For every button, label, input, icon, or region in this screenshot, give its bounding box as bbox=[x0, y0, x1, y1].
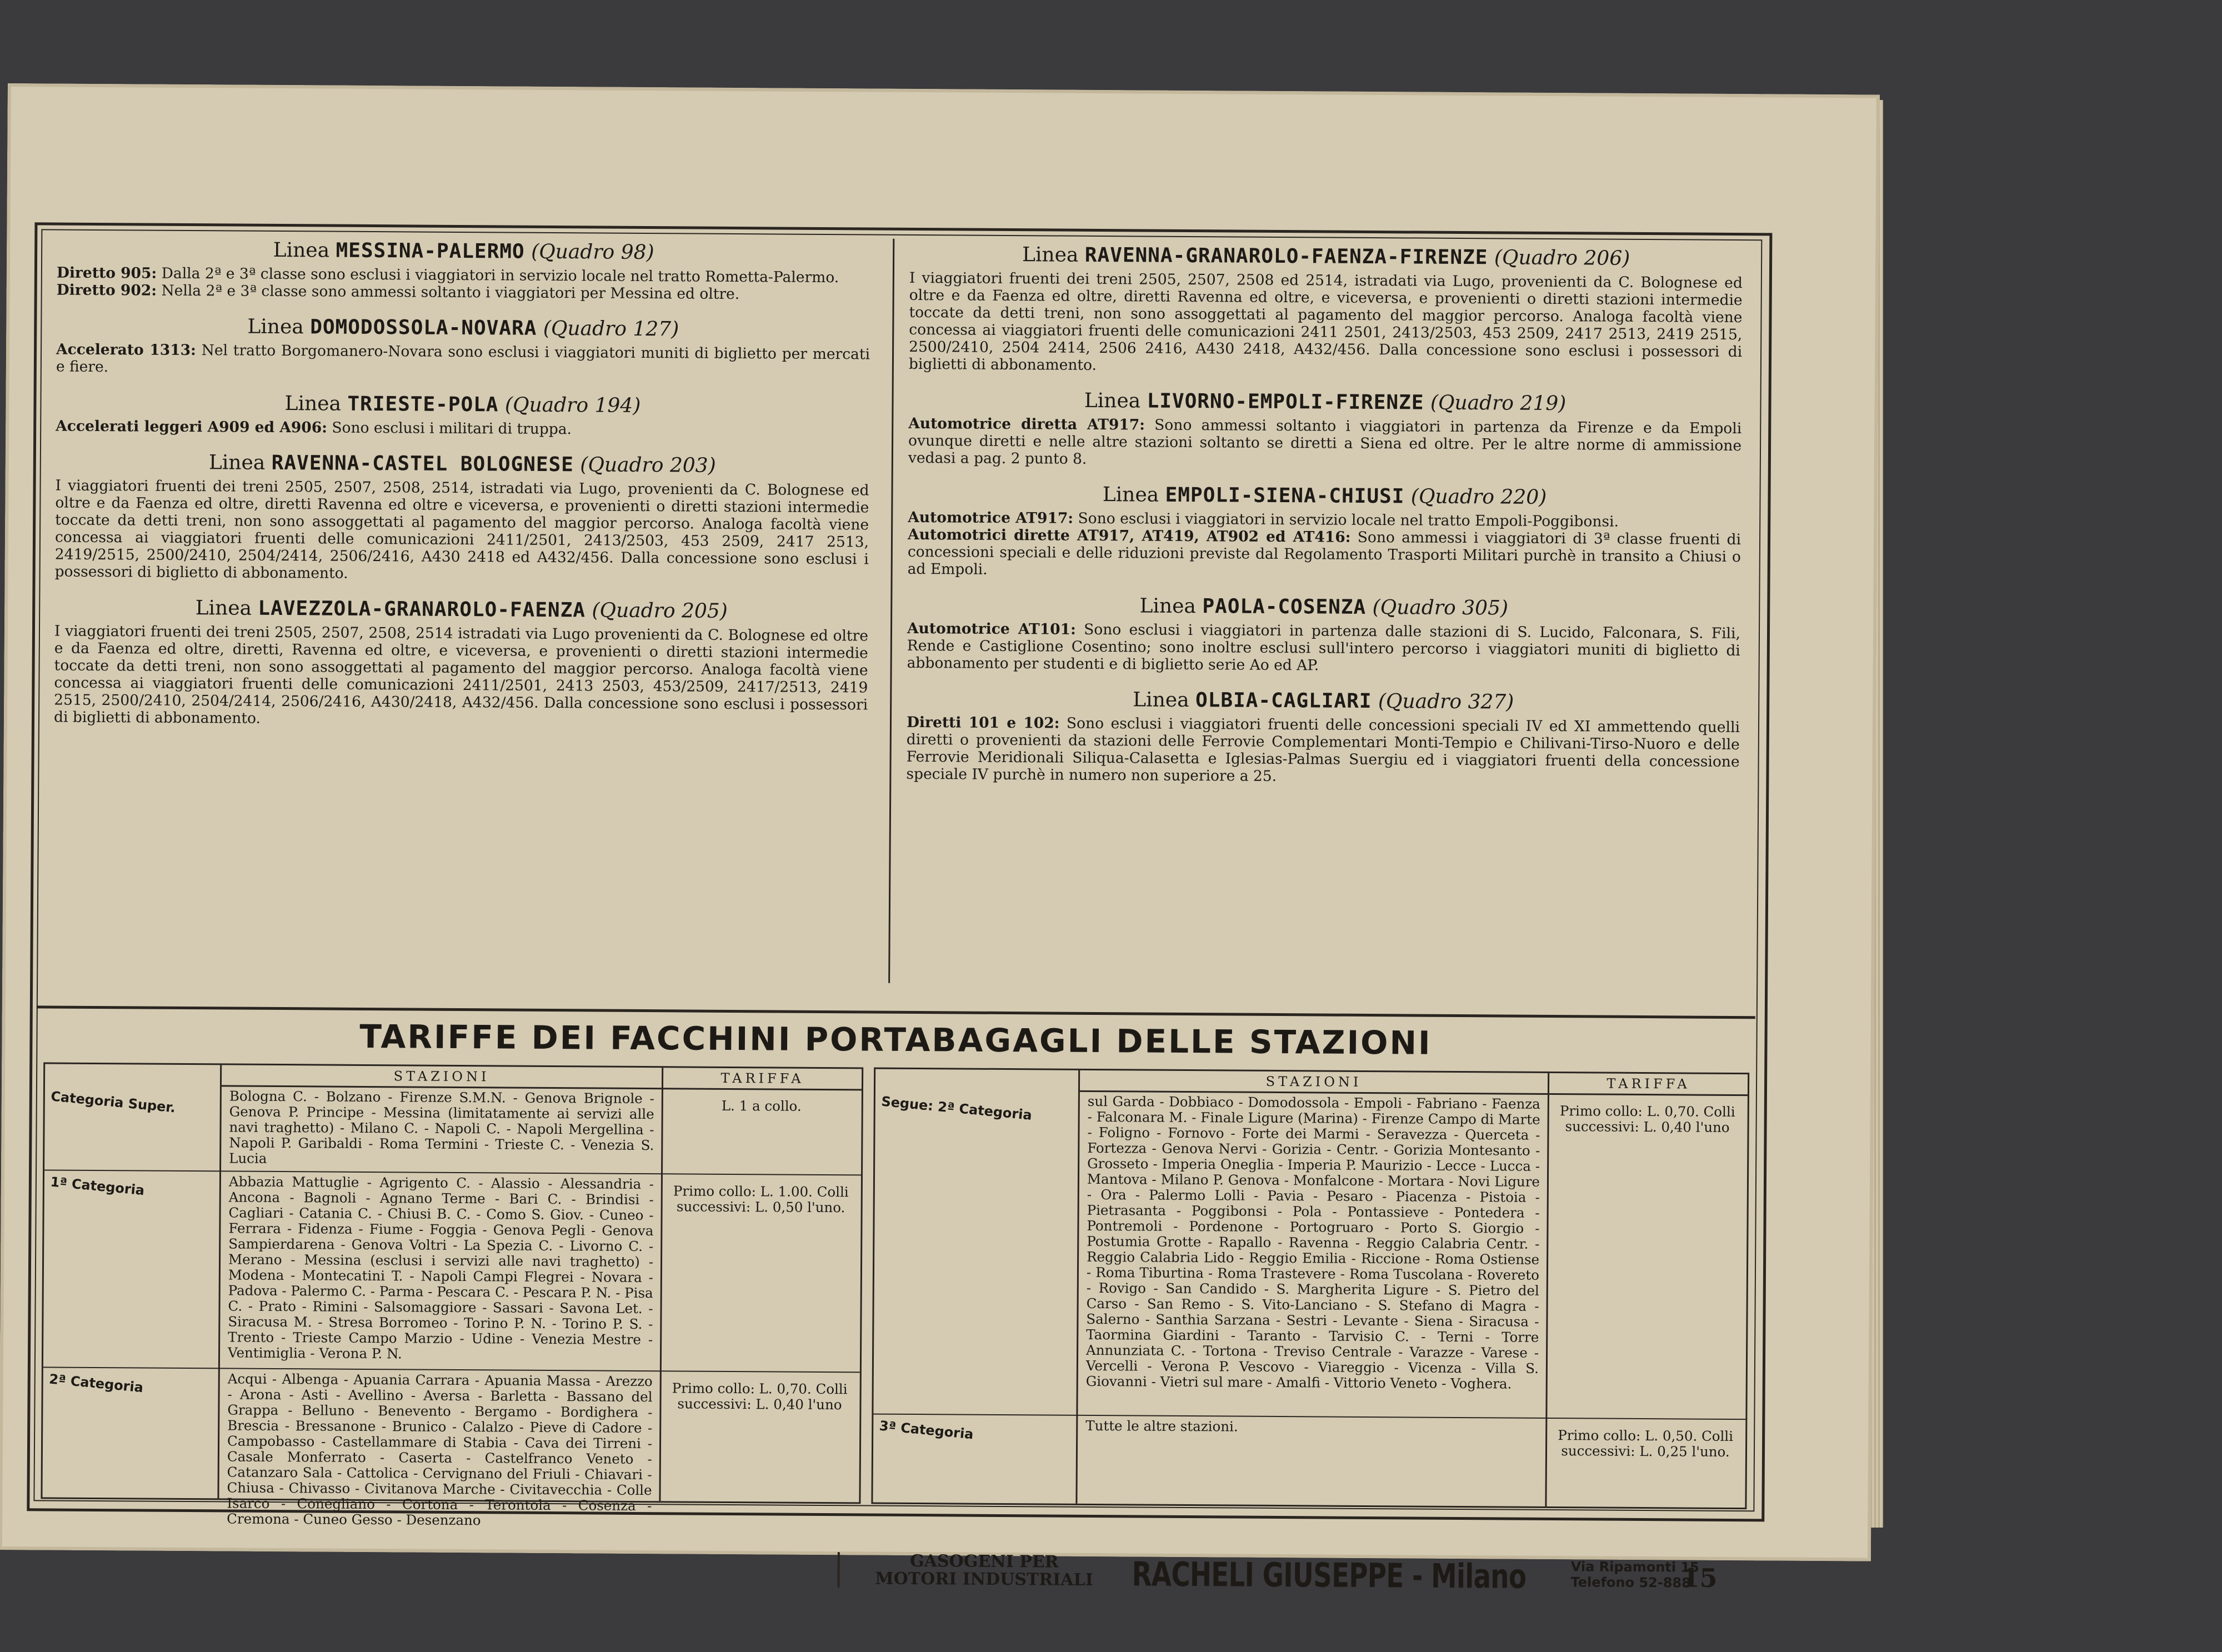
tariff-value: Primo collo: L. 0,70. Colli successivi: L. 0,40 l'uno bbox=[1559, 1103, 1735, 1135]
footer-advert bbox=[837, 1552, 1737, 1602]
tariff-value: Primo collo: L. 0,70. Colli successivi: L. 0,40 l'uno bbox=[672, 1380, 848, 1413]
note-text: I viaggiatori fruenti dei treni 2505, 2507, 2508 ed 2514, istradati via Lugo, provenienti da C. Bolognese ed oltre e da Faenza ed oltre, diretti Ravenna ed oltre, e viceversa, e provenienti o diretti stazioni intermedie toccate da detti treni, non sono assoggettati al pagamento del maggior percorso. Analoga facoltà viene concessa ai viaggiatori fruenti delle comunicazioni 2411 2501, 2413/2503, 453 2509, 2417 2513, 2419 2515, 2500/2410, 2504 2414, 2506 2416, A430 2418, A432/456. Dalla concessione sono esclusi i possessori di biglietti di abbonamento. bbox=[908, 269, 1743, 374]
line-label: Linea bbox=[1084, 389, 1141, 413]
note-text: I viaggiatori fruenti dei treni 2505, 2507, 2508, 2514, istradati via Lugo, provenienti da C. Bolognese ed oltre e da Faenza ed oltre, diretti Ravenna ed oltre e viceversa, e provenienti o diretti stazioni intermedie toccate da detti treni, non sono assoggettati al pagamento del maggior percorso. Analoga facoltà viene concessa ai viaggiatori fruenti delle comunicazioni 2411/2501, 2413/2503, 453 2509, 2417 2513, 2419/2515, 2500/2410, 2504/2414, 2506/2416, A430 2418 ed A432/456. Dalla concessione sono esclusi i possessori di biglietto di abbonamento. bbox=[54, 477, 869, 582]
train-reference: Automotrice AT917: bbox=[908, 508, 1074, 527]
note-text: Sono ammessi soltanto i viaggiatori in partenza da Firenze e da Empoli ovunque diretti e nelle altre stazioni soltanto se diretti a Siena ed oltre. Per le altre norme di ammissione vedasi a pag. 2 punto 8. bbox=[908, 416, 1742, 468]
category-label: Segue: 2ª Categoria bbox=[880, 1093, 1033, 1123]
note-paragraph bbox=[906, 714, 1740, 788]
line-name: OLBIA-CAGLIARI bbox=[1195, 689, 1372, 713]
line-name: TRIESTE-POLA bbox=[347, 392, 499, 417]
tariff-header: TARIFFA bbox=[663, 1068, 862, 1090]
line-name: MESSINA-PALERMO bbox=[336, 239, 525, 263]
line-title bbox=[907, 592, 1740, 623]
line-label: Linea bbox=[284, 392, 342, 415]
note-text: Sono esclusi i viaggiatori fruenti delle concessioni speciali IV ed XI ammettendo quelli diretti o provenienti da stazioni delle Ferrovie Complementari Monti-Tempio e Chilivani-Tirso-Nuoro e delle Ferrovie Meridionali Siliqua-Calasetta e Iglesias-Palmas Suergiu ed i viaggiatori fruenti della concessione speciale IV purchè in numero non superiore a 25. bbox=[906, 714, 1740, 785]
line-quadro: (Quadro 203) bbox=[580, 453, 716, 477]
line-title bbox=[54, 595, 868, 625]
category-label: Categoria Super. bbox=[50, 1088, 177, 1116]
station-list: Tutte le altre stazioni. bbox=[1085, 1417, 1238, 1435]
train-reference: Automotrice AT101: bbox=[907, 619, 1076, 638]
note-paragraph bbox=[54, 623, 868, 731]
line-title bbox=[57, 237, 870, 267]
line-name: PAOLA-COSENZA bbox=[1202, 595, 1367, 619]
category-label: 2ª Categoria bbox=[48, 1371, 144, 1396]
line-label: Linea bbox=[273, 238, 330, 262]
address-line-2: Telefono 52-888 bbox=[1570, 1574, 1691, 1591]
line-label: Linea bbox=[1139, 594, 1197, 618]
train-reference: Diretto 902: bbox=[56, 281, 157, 299]
line-title bbox=[908, 387, 1741, 418]
note-paragraph bbox=[909, 269, 1743, 378]
tariff-value: Primo collo: L. 0,50. Colli successivi: L. 0,25 l'uno. bbox=[1558, 1427, 1734, 1460]
line-quadro: (Quadro 219) bbox=[1430, 391, 1567, 415]
stations-header: STAZIONI bbox=[1080, 1070, 1548, 1095]
line-section bbox=[906, 686, 1740, 788]
station-list: Abbazia Mattuglie - Agrigento C. - Alassio - Alessandria - Ancona - Bagnoli - Agnano Terme - Bari C. - Brindisi - Cagliari - Catania C. - Chiusi B. C. - Como S. Giov. - Cuneo - Ferrara - Fidenza - Fiume - Foggia - Genova Pegli - Genova Sampierdarena - Genova Voltri - La Spezia C. - Livorno C. - Merano - Messina (esclusi i servizi alle navi traghetto) - Modena - Montecatini T. - Napoli Campi Flegrei - Novara - Padova - Palermo C. - Parma - Pescara C. - Pescara P. N. - Pisa C. - Prato - Rimini - Salsomaggiore - Sassari - Savona Let. - Siracusa M. - Stresa Borromeo - Torino P. N. - Torino P. S. - Trento - Trieste Campo Marzio - Udine - Venezia Mestre - Ventimiglia - Verona P. N. bbox=[227, 1173, 654, 1362]
stations-column bbox=[1075, 1070, 1080, 1504]
tariffe-title: TARIFFE DEI FACCHINI PORTABAGAGLI DELLE STAZIONI bbox=[359, 1017, 1432, 1062]
line-quadro: (Quadro 205) bbox=[592, 599, 728, 623]
note-paragraph bbox=[55, 477, 869, 585]
left-column bbox=[54, 237, 871, 745]
line-section bbox=[56, 313, 870, 381]
tariff-column bbox=[1545, 1073, 1549, 1506]
train-reference: Automotrici dirette AT917, AT419, AT902 ed AT416: bbox=[907, 525, 1351, 546]
train-reference: Accelerato 1313: bbox=[56, 341, 196, 359]
line-section bbox=[908, 387, 1742, 472]
category-label: 1ª Categoria bbox=[49, 1174, 146, 1199]
line-title bbox=[56, 390, 869, 420]
train-reference: Diretti 101 e 102: bbox=[906, 713, 1060, 732]
note-text: Sono esclusi i militari di truppa. bbox=[332, 419, 572, 438]
line-section bbox=[909, 242, 1743, 378]
page-number: 15 bbox=[1681, 1563, 1718, 1593]
category-label: 3ª Categoria bbox=[878, 1418, 974, 1443]
train-reference: Automotrice diretta AT917: bbox=[908, 414, 1145, 434]
note-text: Nella 2ª e 3ª classe sono ammessi soltanto i viaggiatori per Messina ed oltre. bbox=[161, 282, 740, 303]
advert-address bbox=[1570, 1559, 1699, 1590]
advert-line-1: GASOGENI PER bbox=[909, 1551, 1059, 1572]
line-quadro: (Quadro 206) bbox=[1494, 246, 1630, 270]
line-name: RAVENNA-CASTEL BOLOGNESE bbox=[271, 451, 574, 477]
note-text: Sono ammessi i viaggiatori di 3ª classe fruenti di concessioni speciali e delle riduzioni previste dal Regolamento Trasporti Militari purchè in transito a Chiusi o ad Empoli. bbox=[907, 528, 1741, 578]
line-quadro: (Quadro 194) bbox=[504, 393, 641, 417]
note-text: I viaggiatori fruenti dei treni 2505, 2507, 2508, 2514 istradati via Lugo provenienti da C. Bolognese ed oltre e da Faenza ed oltre, diretti, Ravenna ed oltre, e viceversa, e provenienti o diretti stazioni intermedie toccate da detti treni, non sono assoggettati al pagamento del maggior percorso. Analoga facoltà viene concessa ai viaggiatori fruenti delle comunicazioni 2411/2501, 2413 2503, 453/2509, 2417/2513, 2419 2515, 2500/2410, 2504/2414, 2506/2416, A430/2418, A432/456. Dalla concessione sono esclusi i possessori di biglietti di abbonamento. bbox=[53, 622, 869, 727]
line-name: LAVEZZOLA-GRANAROLO-FAENZA bbox=[258, 597, 586, 622]
note-paragraph bbox=[907, 620, 1741, 677]
note-text: Dalla 2ª e 3ª classe sono esclusi i viaggiatori in servizio locale nel tratto Rometta-Palermo. bbox=[161, 264, 839, 287]
line-section bbox=[57, 237, 871, 304]
line-name: DOMODOSSOLA-NOVARA bbox=[310, 316, 537, 340]
tariff-table-right bbox=[871, 1068, 1749, 1510]
line-label: Linea bbox=[208, 451, 266, 474]
line-title bbox=[56, 449, 869, 480]
line-section bbox=[908, 481, 1741, 583]
note-paragraph bbox=[908, 415, 1742, 472]
address-line-1: Via Ripamonti 15 bbox=[1570, 1559, 1699, 1575]
line-section bbox=[907, 592, 1741, 677]
line-quadro: (Quadro 98) bbox=[531, 240, 654, 264]
line-quadro: (Quadro 127) bbox=[543, 317, 679, 341]
station-list: Acqui - Albenga - Apuania Carrara - Apuania Massa - Arezzo - Arona - Asti - Avellino - Aversa - Barletta - Bassano del Grappa - Belluno - Benevento - Bergamo - Bordighera - Brescia - Bressanone - Brunico - Calalzo - Pieve di Cadore - Campobasso - Castellammare di Stabia - Cava dei Tirreni - Casale Monferrato - Caserta - Castelfranco Veneto - Catanzaro Sala - Cattolica - Cervignano del Friuli - Chiavari - Chiusa - Chivasso - Civitanova Marche - Civitavecchia - Colle Isarco - Conegliano - Cortona - Terontola - Cosenza - Cremona - Cuneo Gesso - Desenzano bbox=[227, 1370, 653, 1529]
note-text: Nel tratto Borgomanero-Novara sono esclusi i viaggiatori muniti di biglietto per mercati e fiere. bbox=[56, 342, 870, 376]
line-title bbox=[56, 313, 870, 344]
note-text: Sono esclusi i viaggiatori in servizio locale nel tratto Empoli-Poggibonsi. bbox=[1078, 509, 1619, 530]
line-quadro: (Quadro 305) bbox=[1372, 596, 1509, 620]
line-section bbox=[56, 390, 869, 440]
line-name: EMPOLI-SIENA-CHIUSI bbox=[1165, 483, 1405, 508]
advert-product bbox=[837, 1552, 1128, 1589]
line-name: LIVORNO-EMPOLI-FIRENZE bbox=[1147, 389, 1424, 414]
station-list: Bologna C. - Bolzano - Firenze S.M.N. - Genova Brignole - Genova P. Principe - Messina (limitatamente ai servizi alle navi traghetto) - Milano C. - Napoli C. - Napoli Mergellina - Napoli P. Garibaldi - Roma Termini - Trieste C. - Venezia S. Lucia bbox=[229, 1088, 654, 1167]
book-page bbox=[0, 83, 1880, 1596]
line-label: Linea bbox=[1022, 243, 1079, 267]
note-paragraph bbox=[908, 526, 1741, 583]
tariff-value: L. 1 a collo. bbox=[721, 1097, 802, 1114]
line-title bbox=[908, 481, 1741, 512]
line-section bbox=[54, 595, 868, 731]
line-label: Linea bbox=[195, 597, 252, 620]
tariff-value: Primo collo: L. 1.00. Colli successivi: L. 0,50 l'uno. bbox=[673, 1183, 849, 1216]
line-label: Linea bbox=[247, 315, 304, 339]
note-paragraph bbox=[56, 341, 870, 381]
train-reference: Accelerati leggeri A909 ed A906: bbox=[56, 417, 328, 437]
note-paragraph bbox=[56, 418, 869, 440]
tariff-header: TARIFFA bbox=[1549, 1073, 1748, 1096]
line-title bbox=[909, 242, 1743, 272]
line-name: RAVENNA-GRANAROLO-FAENZA-FIRENZE bbox=[1084, 243, 1488, 269]
line-quadro: (Quadro 220) bbox=[1410, 485, 1547, 509]
line-label: Linea bbox=[1133, 688, 1189, 712]
advert-company: RACHELI GIUSEPPE - Milano bbox=[1132, 1555, 1527, 1596]
tariff-table-left bbox=[41, 1062, 863, 1529]
line-label: Linea bbox=[1102, 483, 1159, 507]
advert-line-2: MOTORI INDUSTRIALI bbox=[875, 1569, 1093, 1590]
station-list: sul Garda - Dobbiaco - Domodossola - Empoli - Fabriano - Faenza - Falconara M. - Finale Ligure (Marina) - Firenze Campo di Marte - Foligno - Fornovo - Forte dei Marmi - Seravezza - Querceta - Fortezza - Genova Nervi - Gorizia - Centr. - Gorizia Montesanto - Grosseto - Imperia Oneglia - Imperia P. Maurizio - Lecce - Lucca - Mantova - Milano P. Genova - Monfalcone - Mortara - Novi Ligure - Ora - Palermo Lolli - Pavia - Pesaro - Piacenza - Pistoia - Pietrasanta - Poggibonsi - Pola - Pontassieve - Pontedera - Pontremoli - Pordenone - Portogruaro - Porto S. Giorgio - Postumia Grotte - Rapallo - Ravenna - Reggio Calabria Centr. - Reggio Calabria Lido - Reggio Emilia - Riccione - Roma Ostiense - Roma Tiburtina - Roma Trastevere - Roma Tuscolana - Rovereto - Rovigo - San Candido - S. Margherita Ligure - S. Pietro del Carso - San Remo - S. Vito-Lanciano - S. Stefano di Magra - Salerno - Santhia Sarzana - Sestri - Levante - Siena - Siracusa - Taormina Giardini - Taranto - Tarvisio C. - Terni - Torre Annunziata C. - Tortona - Treviso Centrale - Varazze - Varese - Vercelli - Verona P. Vescovo - Viareggio - Vicenza - Villa S. Giovanni - Vietri sul mare - Amalfi - Vittorio Veneto - Voghera. bbox=[1085, 1093, 1540, 1392]
line-title bbox=[907, 686, 1740, 717]
line-quadro: (Quadro 327) bbox=[1378, 690, 1514, 714]
stations-header: STAZIONI bbox=[222, 1065, 662, 1089]
line-section bbox=[55, 449, 869, 585]
note-text: Sono esclusi i viaggiatori in partenza dalle stazioni di S. Lucido, Falconara, S. Fili, Rende e Castiglione Cosentino; sono inoltre esclusi sull'intero percorso i viaggiatori muniti di biglietto di abbonamento per studenti e di biglietto serie Ao ed AP. bbox=[907, 620, 1741, 674]
right-column bbox=[906, 242, 1743, 802]
train-reference: Diretto 905: bbox=[56, 264, 157, 282]
